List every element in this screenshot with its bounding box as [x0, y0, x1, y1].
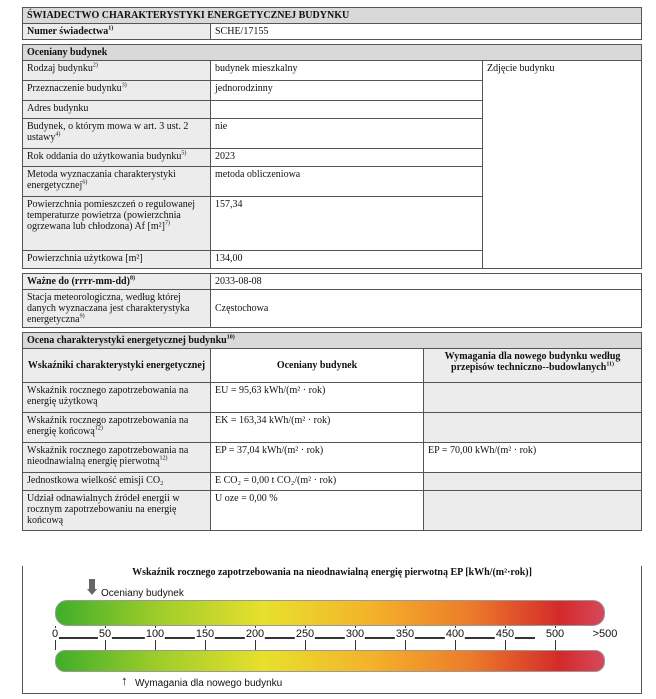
building-address-value	[211, 101, 483, 119]
oze-requirement	[424, 491, 642, 531]
required-arrow-icon: ↑	[121, 673, 128, 688]
building-year-value: 2023	[211, 149, 483, 167]
ep-requirement: EP = 70,00 kWh/(m² · rok)	[424, 443, 642, 473]
building-heated-area-label: Powierzchnia pomieszczeń o regulowanej temperaturze powietrza (powierzchnia ogrzewana lub chłodzona) Af $[m^2]^{7)}$	[23, 197, 211, 251]
scale-tick-label: 0	[51, 628, 59, 640]
scale-tick-label: 500	[545, 628, 565, 640]
scale-tick-label: 400	[445, 628, 465, 640]
required-label: Wymagania dla nowego budynku	[135, 678, 283, 689]
ep-scale	[22, 566, 642, 694]
building-usable-area-value: 134,00	[211, 251, 483, 269]
assessed-arrow-icon	[87, 579, 97, 595]
oze-label: Udział odnawialnych źródeł energii w rocznym zapotrzebowaniu na energię końcową	[23, 491, 211, 531]
building-method-value: metoda obliczeniowa	[211, 167, 483, 197]
scale-tick-label: 150	[195, 628, 215, 640]
building-year-label: Rok oddania do użytkowania budynku$^{5)}$	[23, 149, 211, 167]
scale-tick-label: 100	[145, 628, 165, 640]
ep-label: Wskaźnik rocznego zapotrzebowania na nieodnawialną energię pierwotną$^{12)}$	[23, 443, 211, 473]
scale-tick-label: 200	[245, 628, 265, 640]
cert-number-label: Numer świadectwa$^{1)}$	[23, 24, 211, 40]
rating-col-indicators: Wskaźniki charakterystyki energetycznej	[23, 349, 211, 383]
building-purpose-label: Przeznaczenie budynku$^{3)}$	[23, 81, 211, 101]
rating-col-assessed: Oceniany budynek	[211, 349, 424, 383]
eu-requirement	[424, 383, 642, 413]
ek-label: Wskaźnik rocznego zapotrzebowania na energię końcową$^{12)}$	[23, 413, 211, 443]
scale-tick-label: >500	[592, 628, 618, 640]
scale-tick-label: 250	[295, 628, 315, 640]
building-address-label: Adres budynku	[23, 101, 211, 119]
building-type-label: Rodzaj budynku$^{2)}$	[23, 61, 211, 81]
rating-col-requirements: Wymagania dla nowego budynku według przepisów techniczno--budowlanych$^{11)}$	[424, 349, 642, 383]
co2-label: Jednostkowa wielkość emisji CO₂	[23, 473, 211, 491]
ep-value: EP = 37,04 kWh/(m² · rok)	[211, 443, 424, 473]
building-section-header: Oceniany budynek	[23, 45, 642, 61]
cert-number-value: SCHE/17155	[211, 24, 642, 40]
building-table	[22, 44, 642, 269]
building-photo-label: Zdjęcie budynku	[487, 63, 555, 74]
eu-label: Wskaźnik rocznego zapotrzebowania na energię użytkową	[23, 383, 211, 413]
co2-requirement	[424, 473, 642, 491]
building-heated-area-value: 157,34	[211, 197, 483, 251]
ek-value: EK = 163,34 kWh/(m² · rok)	[211, 413, 424, 443]
building-art3-value: nie	[211, 119, 483, 149]
validity-table	[22, 273, 642, 328]
eu-value: EU = 95,63 kWh/(m² · rok)	[211, 383, 424, 413]
rating-section-header: Ocena charakterystyki energetycznej budynku$^{10)}$	[23, 333, 642, 349]
scale-tick-label: 50	[98, 628, 112, 640]
ek-requirement	[424, 413, 642, 443]
building-art3-label: Budynek, o którym mowa w art. 3 ust. 2 ustawy$^{4)}$	[23, 119, 211, 149]
rating-table	[22, 332, 642, 531]
scale-tick-label: 350	[395, 628, 415, 640]
building-usable-area-label: Powierzchnia użytkowa [m²]	[23, 251, 211, 269]
building-type-value: budynek mieszkalny	[211, 61, 483, 81]
scale-bar-bottom	[55, 650, 605, 672]
scale-title: Wskaźnik rocznego zapotrzebowania na nieodnawialną energię pierwotną EP [kWh/(m²·rok)]	[132, 567, 532, 578]
valid-until-label: Ważne do (rrrr-mm-dd)$^{8)}$	[23, 274, 211, 290]
document-title: ŚWIADECTWO CHARAKTERYSTYKI ENERGETYCZNEJ BUDYNKU	[23, 8, 642, 24]
scale-tick-label: 300	[345, 628, 365, 640]
building-purpose-value: jednorodzinny	[211, 81, 483, 101]
scale-tick-label: 450	[495, 628, 515, 640]
valid-until-value: 2033-08-08	[211, 274, 642, 290]
weather-station-value: Częstochowa	[211, 290, 642, 328]
co2-value: E CO₂ = 0,00 t CO₂/(m² · rok)	[211, 473, 424, 491]
building-method-label: Metoda wyznaczania charakterystyki energetycznej$^{6)}$	[23, 167, 211, 197]
assessed-label: Oceniany budynek	[101, 588, 184, 599]
building-photo-cell	[483, 61, 642, 269]
oze-value: U oze = 0,00 %	[211, 491, 424, 531]
header-table	[22, 7, 642, 40]
weather-station-label: Stacja meteorologiczna, według której danych wyznaczana jest charakterystyka energetyczna$^{9)}$	[23, 290, 211, 328]
certificate	[22, 7, 642, 531]
scale-bar-top	[55, 600, 605, 626]
